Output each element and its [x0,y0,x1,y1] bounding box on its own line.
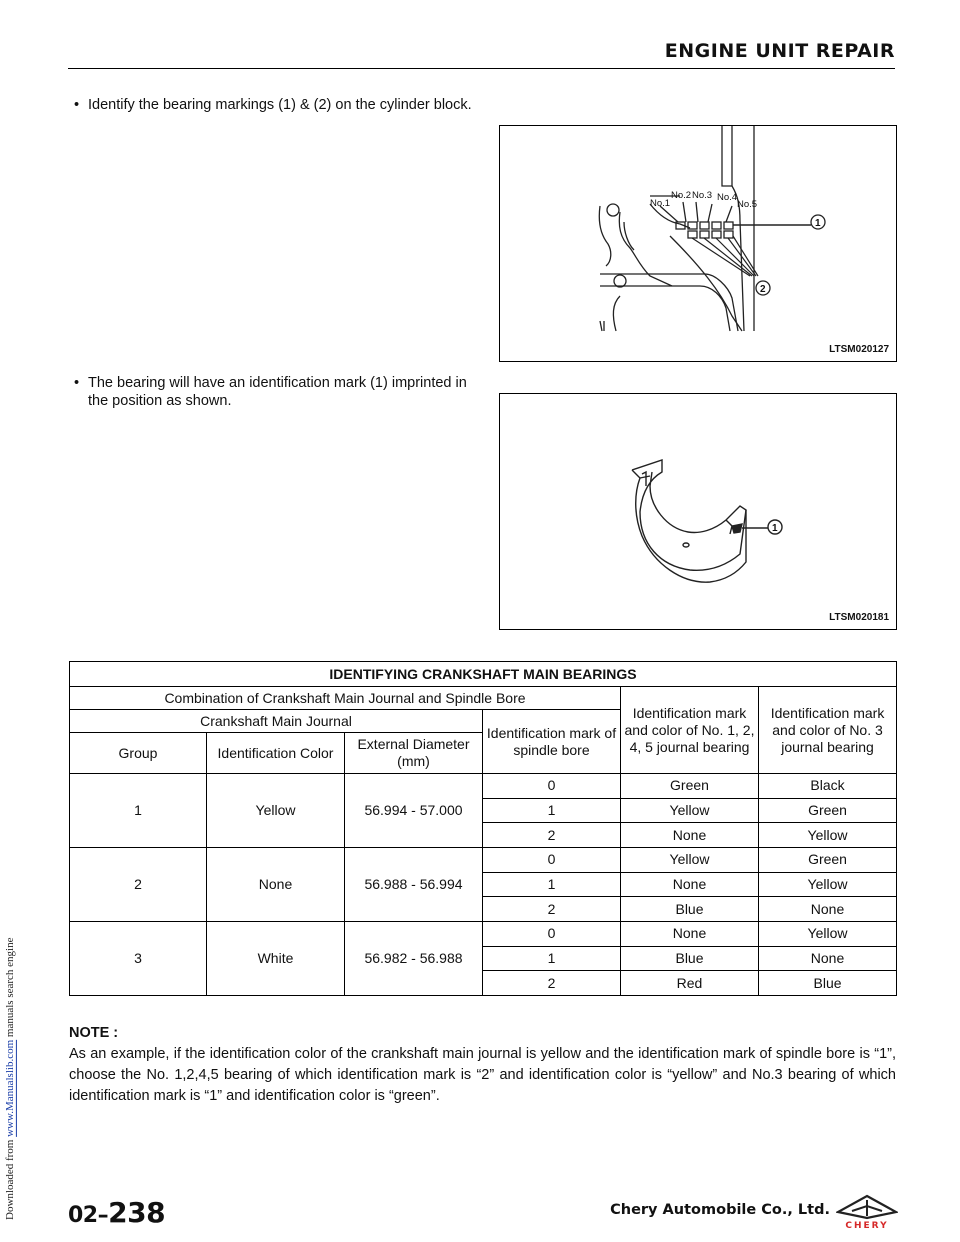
bearing-3-cell: Yellow [759,823,897,848]
bullet-dot: • [74,97,80,113]
bearing-3-cell: Blue [759,971,897,996]
page-number [68,1196,165,1229]
bearing-1245-cell: Yellow [621,847,759,872]
callout-1: 1 [772,523,778,534]
page-prefix: 02– [68,1203,109,1228]
bearing-1245-header: Identification mark and color of No. 1, 2, 4, 5 journal bearing [621,687,759,774]
cylinder-block-figure [499,125,897,362]
note-body: As an example, if the identification color of the crankshaft main journal is yellow and the identification mark of spindle bore is “1”, choose the No. 1,2,4,5 bearing of which identification mark is “2” and identification color is “yellow” and No.3 bearing of which identification mark is “1” and identification color is “green”. [69,1046,896,1104]
bearing-shell-drawing [500,394,896,629]
id-color-header: Identification Color [207,733,345,774]
diameter-cell: 56.994 - 57.000 [345,774,483,848]
spindle-mark-cell: 1 [483,946,621,971]
group-cell: 1 [70,774,207,848]
bearing-label-no4: No.4 [717,192,738,203]
bearing-3-header: Identification mark and color of No. 3 journal bearing [759,687,897,774]
bearing-label-no1: No.1 [650,198,671,209]
manualslib-link[interactable]: www.Manualslib.com [4,1039,16,1137]
journal-header: Crankshaft Main Journal [70,710,483,733]
group-cell: 3 [70,921,207,995]
bullet-text: The bearing will have an identification mark (1) imprinted in the position as shown. [88,375,467,409]
bullet-dot: • [74,375,80,391]
bearing-3-cell: Green [759,847,897,872]
cylinder-block-drawing [500,126,896,361]
company-name: Chery Automobile Co., Ltd. [610,1202,830,1218]
bearing-3-cell: None [759,897,897,922]
combination-header: Combination of Crankshaft Main Journal and Spindle Bore [70,687,621,710]
group-header: Group [70,733,207,774]
ext-diameter-header: External Diameter (mm) [345,733,483,774]
logo-wordmark: CHERY [845,1221,889,1230]
bearing-3-cell: None [759,946,897,971]
callout-1: 1 [815,218,821,229]
note-heading: NOTE : [69,1025,119,1041]
watermark-prefix: Downloaded from [4,1136,16,1220]
diameter-cell: 56.982 - 56.988 [345,921,483,995]
figure-code: LTSM020181 [829,612,889,623]
section-title: ENGINE UNIT REPAIR [664,40,895,62]
bearing-1245-cell: Yellow [621,798,759,823]
bullet-identification-mark [74,374,488,410]
bearing-1245-cell: Green [621,774,759,799]
bearing-3-cell: Yellow [759,921,897,946]
spindle-mark-cell: 1 [483,872,621,897]
bearing-3-cell: Yellow [759,872,897,897]
chery-logo [836,1194,898,1235]
group-cell: 2 [70,847,207,921]
bearing-1245-cell: Red [621,971,759,996]
watermark-suffix: manuals search engine [4,937,16,1040]
spindle-mark-cell: 0 [483,921,621,946]
spindle-mark-cell: 2 [483,897,621,922]
spindle-mark-cell: 1 [483,798,621,823]
color-cell: Yellow [207,774,345,848]
spindle-mark-cell: 0 [483,774,621,799]
bearing-label-no3: No.3 [692,190,713,201]
page-number-value: 238 [108,1196,166,1229]
bearing-1245-cell: Blue [621,946,759,971]
chery-logo-mark [836,1194,898,1230]
spindle-mark-cell: 2 [483,971,621,996]
bearing-shell-figure [499,393,897,630]
bearing-1245-cell: None [621,921,759,946]
bearing-1245-cell: None [621,872,759,897]
color-cell: None [207,847,345,921]
bullet-text: Identify the bearing markings (1) & (2) on the cylinder block. [88,97,472,113]
bullet-identify-markings [74,96,488,114]
figure-code: LTSM020127 [829,344,889,355]
bearing-1245-cell: Blue [621,897,759,922]
bearing-3-cell: Green [759,798,897,823]
crankshaft-bearings-table [69,661,897,996]
color-cell: White [207,921,345,995]
header-divider [68,68,895,69]
spindle-mark-cell: 0 [483,847,621,872]
callout-2: 2 [760,284,766,295]
table-title: IDENTIFYING CRANKSHAFT MAIN BEARINGS [70,662,897,687]
download-watermark [4,60,16,1220]
bearing-3-cell: Black [759,774,897,799]
bearing-label-no2: No.2 [671,190,692,201]
diameter-cell: 56.988 - 56.994 [345,847,483,921]
spindle-mark-cell: 2 [483,823,621,848]
bearing-label-no5: No.5 [737,199,758,210]
spindle-bore-header: Identification mark of spindle bore [483,710,621,774]
bearing-1245-cell: None [621,823,759,848]
